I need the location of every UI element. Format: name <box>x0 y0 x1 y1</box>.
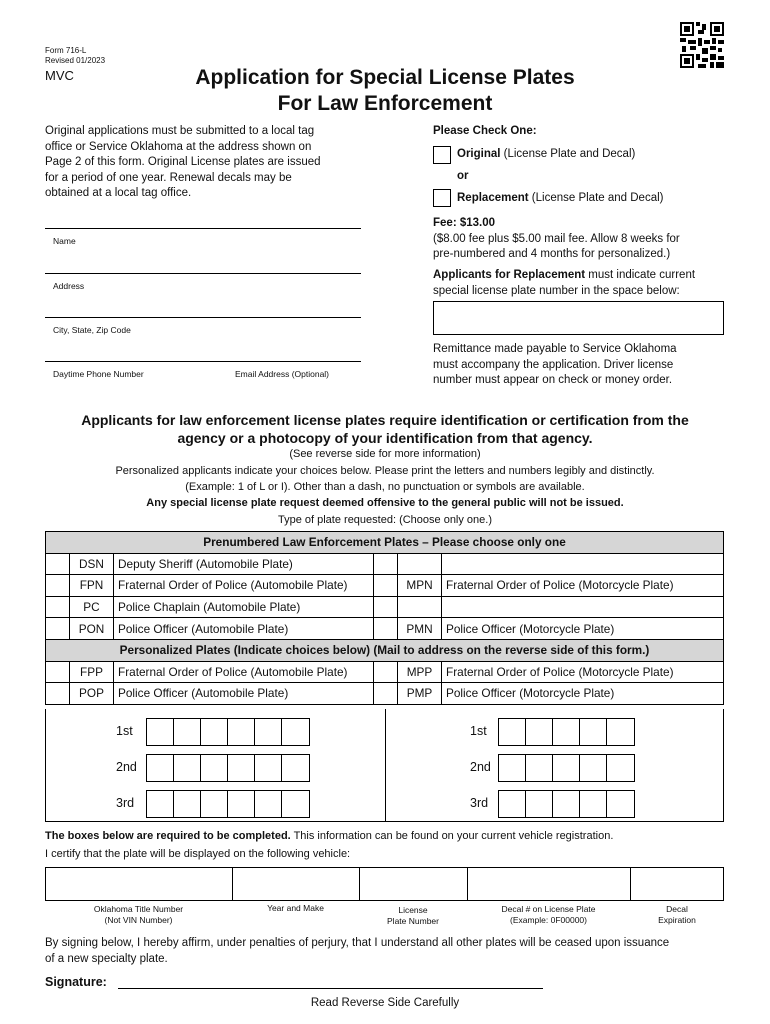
table-row <box>46 596 724 618</box>
plate-code: PON <box>70 618 114 640</box>
plate-checkbox-pmp[interactable] <box>374 683 398 705</box>
plate-checkbox-empty <box>374 553 398 575</box>
address-line[interactable] <box>45 273 361 274</box>
name-label: Name <box>53 236 76 246</box>
personalized-instructions-1: Personalized applicants indicate your choices below. Please print the letters and numbers legibly and distinctly. <box>115 465 655 477</box>
plate-checkbox-pon[interactable] <box>46 618 70 640</box>
replacement-checkbox[interactable] <box>433 189 451 207</box>
year-make-label: Year and Make <box>267 903 324 913</box>
auto-choice-3rd-boxes[interactable] <box>146 790 310 818</box>
plate-number-label: License Plate Number <box>387 905 439 926</box>
page-title: Application for Special License Plates <box>195 66 575 89</box>
table-row <box>46 575 724 597</box>
plate-code <box>398 553 442 575</box>
title-number-field[interactable] <box>46 868 233 900</box>
address-label: Address <box>53 281 85 291</box>
table-row <box>46 618 724 640</box>
intro-paragraph: Original applications must be submitted to a local tag office or Service Oklahoma at the address shown on Page 2 of this form. Original License plates are issued for a period of one year. Renewal decals may be obtained at a local tag office. <box>45 125 321 199</box>
decal-expiration-label: Decal Expiration <box>658 904 696 925</box>
moto-choice-1st-boxes[interactable] <box>498 718 635 746</box>
plate-code: MPN <box>398 575 442 597</box>
plate-description: Fraternal Order of Police (Automobile Plate) <box>114 575 374 597</box>
plate-checkbox-empty <box>374 596 398 618</box>
plate-checkbox-pop[interactable] <box>46 683 70 705</box>
plate-checkbox-pmn[interactable] <box>374 618 398 640</box>
original-checkbox[interactable] <box>433 146 451 164</box>
phone-email-line[interactable] <box>45 361 361 362</box>
plate-description: Fraternal Order of Police (Automobile Plate) <box>114 661 374 683</box>
year-make-field[interactable] <box>233 868 360 900</box>
fee-block: Fee: $13.00 ($8.00 fee plus $5.00 mail fee. Allow 8 weeks for pre-numbered and 4 months for personalized.) <box>433 217 680 260</box>
notice-heading-1: Applicants for law enforcement license plates require identification or certification from the <box>81 412 689 428</box>
auto-choice-2nd-boxes[interactable] <box>146 754 310 782</box>
or-label: or <box>457 170 469 182</box>
decal-expiration-field[interactable] <box>631 868 723 900</box>
decal-number-label: Decal # on License Plate (Example: 0F00000) <box>501 904 596 925</box>
required-note: The boxes below are required to be completed. This information can be found on your current vehicle registration. <box>45 830 614 842</box>
plate-code: PMN <box>398 618 442 640</box>
choice-label-1st: 1st <box>470 724 487 738</box>
name-line[interactable] <box>45 228 361 229</box>
page-subtitle: For Law Enforcement <box>277 92 493 115</box>
choice-label-1st: 1st <box>116 724 133 738</box>
plate-description: Police Officer (Motorcycle Plate) <box>442 618 724 640</box>
revised-date: Revised 01/2023 <box>45 56 106 65</box>
affirmation-text: By signing below, I hereby affirm, under penalties of perjury, that I understand all other plates will be ceased upon issuance of a new specialty plate. <box>45 937 670 965</box>
replacement-note: Applicants for Replacement must indicate current special license plate number in the space below: <box>433 269 696 297</box>
plate-checkbox-mpn[interactable] <box>374 575 398 597</box>
check-one-heading: Please Check One: <box>433 125 537 137</box>
table-row <box>46 661 724 683</box>
moto-choice-2nd-boxes[interactable] <box>498 754 635 782</box>
choice-label-3rd: 3rd <box>470 796 489 810</box>
plate-code: FPN <box>70 575 114 597</box>
replacement-label: Replacement (License Plate and Decal) <box>457 192 664 204</box>
current-plate-number-box[interactable] <box>433 301 724 335</box>
plate-code: DSN <box>70 553 114 575</box>
plate-code: POP <box>70 683 114 705</box>
offensive-warning: Any special license plate request deemed offensive to the general public will not be issued. <box>146 497 624 509</box>
table-row <box>46 683 724 705</box>
plate-checkbox-dsn[interactable] <box>46 553 70 575</box>
see-reverse-note: (See reverse side for more information) <box>289 448 481 460</box>
plate-description: Police Officer (Motorcycle Plate) <box>442 683 724 705</box>
title-number-label: Oklahoma Title Number (Not VIN Number) <box>93 904 184 925</box>
certify-note: I certify that the plate will be displayed on the following vehicle: <box>45 848 351 860</box>
city-state-zip-line[interactable] <box>45 317 361 318</box>
vehicle-info-boxes <box>45 867 724 901</box>
signature-label: Signature: <box>45 975 107 989</box>
plate-checkbox-fpn[interactable] <box>46 575 70 597</box>
plate-description: Fraternal Order of Police (Motorcycle Plate) <box>442 661 724 683</box>
original-label: Original (License Plate and Decal) <box>457 148 636 160</box>
plate-description: Deputy Sheriff (Automobile Plate) <box>114 553 374 575</box>
agency-code: MVC <box>45 68 74 83</box>
plates-table <box>45 531 724 705</box>
phone-label: Daytime Phone Number <box>53 369 144 379</box>
table-row <box>46 553 724 575</box>
plate-description <box>442 596 724 618</box>
qr-code-icon <box>680 22 724 68</box>
plate-description <box>442 553 724 575</box>
plate-number-field[interactable] <box>360 868 468 900</box>
city-state-zip-label: City, State, Zip Code <box>53 325 131 335</box>
moto-choice-3rd-boxes[interactable] <box>498 790 635 818</box>
choice-label-2nd: 2nd <box>116 760 137 774</box>
plate-code: MPP <box>398 661 442 683</box>
choice-label-3rd: 3rd <box>116 796 135 810</box>
plate-code: PC <box>70 596 114 618</box>
remittance-note: Remittance made payable to Service Oklahoma must accompany the application. Driver license number must appear on check or money order. <box>433 343 677 386</box>
personalized-header: Personalized Plates (Indicate choices below) (Mail to address on the reverse side of this form.) <box>46 639 724 661</box>
email-label: Email Address (Optional) <box>235 369 330 379</box>
notice-heading-2: agency or a photocopy of your identification from that agency. <box>177 430 593 446</box>
plate-description: Police Officer (Automobile Plate) <box>114 618 374 640</box>
form-number: Form 716-L <box>45 46 87 55</box>
plate-code: FPP <box>70 661 114 683</box>
prenumbered-header: Prenumbered Law Enforcement Plates – Please choose only one <box>46 532 724 554</box>
choice-label-2nd: 2nd <box>470 760 491 774</box>
plate-code: PMP <box>398 683 442 705</box>
plate-code <box>398 596 442 618</box>
plate-checkbox-mpp[interactable] <box>374 661 398 683</box>
signature-line[interactable] <box>118 988 543 989</box>
personalized-instructions-2: (Example: 1 of L or I). Other than a dash, no punctuation or symbols are available. <box>185 481 585 493</box>
plate-description: Fraternal Order of Police (Motorcycle Plate) <box>442 575 724 597</box>
decal-number-field[interactable] <box>468 868 631 900</box>
plate-checkbox-fpp[interactable] <box>46 661 70 683</box>
footer-note: Read Reverse Side Carefully <box>310 997 460 1009</box>
auto-choice-1st-boxes[interactable] <box>146 718 310 746</box>
plate-checkbox-pc[interactable] <box>46 596 70 618</box>
plate-description: Police Chaplain (Automobile Plate) <box>114 596 374 618</box>
type-requested-note: Type of plate requested: (Choose only one.) <box>277 514 493 526</box>
plate-description: Police Officer (Automobile Plate) <box>114 683 374 705</box>
